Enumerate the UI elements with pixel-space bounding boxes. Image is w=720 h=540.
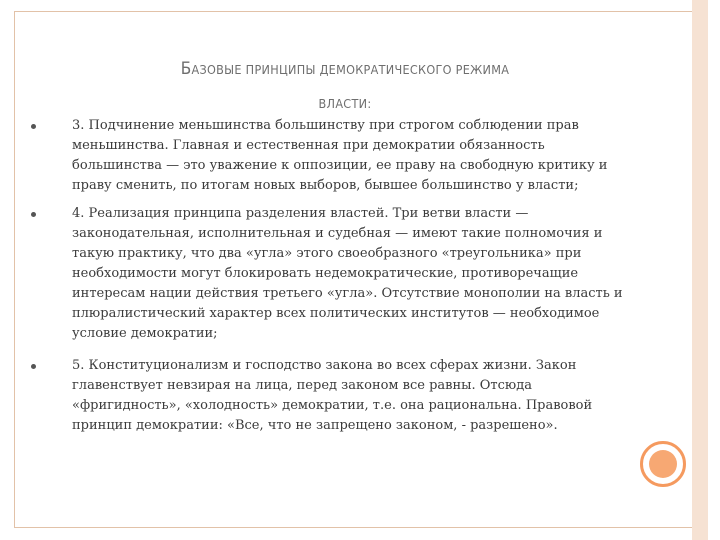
bullet-text: 3. Подчинение меньшинства большинству при строгом соблюдении прав меньшинства. Главная и естественная при демократии обязанность большинства — это уважение к оппозиции, ее праву на свободную критику и праву сменить, по итогам новых выборов, бывшее большинство у власти; bbox=[72, 118, 608, 193]
bullet-item bbox=[28, 116, 628, 196]
bullet-list bbox=[28, 116, 628, 444]
bullet-item bbox=[28, 356, 628, 436]
title-line-1-rest: АЗОВЫЕ ПРИНЦИПЫ ДЕМОКРАТИЧЕСКОГО РЕЖИМА bbox=[191, 62, 510, 77]
bullet-text: 4. Реализация принципа разделения властей. Три ветви власти — законодательная, исполнительная и судебная — имеют такие полномочия и такую практику, что два «угла» этого своеобразного «треугольника» при необходимости могут блокировать недемократические, противоречащие интересам нации действия третьего «угла». Отсутствие монополии на власть и плюралистический характер всех политических институтов — необходимое условие демократии; bbox=[72, 206, 623, 341]
title-line-1 bbox=[60, 52, 630, 87]
bullet-dot-icon bbox=[31, 124, 36, 129]
title-line-2: ВЛАСТИ: bbox=[318, 96, 372, 111]
decorative-circle-icon bbox=[640, 441, 686, 487]
bullet-item bbox=[28, 204, 628, 344]
bullet-dot-icon bbox=[31, 364, 36, 369]
bullet-dot-icon bbox=[31, 212, 36, 217]
bullet-text: 5. Конституционализм и господство закона во всех сферах жизни. Закон главенствует невзирая на лица, перед законом все равны. Отсюда «фригидность», «холодность» демократии, т.е. она рациональна. Правовой принцип демократии: «Все, что не запрещено законом, - разрешено». bbox=[72, 358, 593, 433]
decorative-side-bar bbox=[692, 0, 708, 540]
slide-title bbox=[60, 52, 630, 121]
title-initial: Б bbox=[180, 59, 192, 79]
